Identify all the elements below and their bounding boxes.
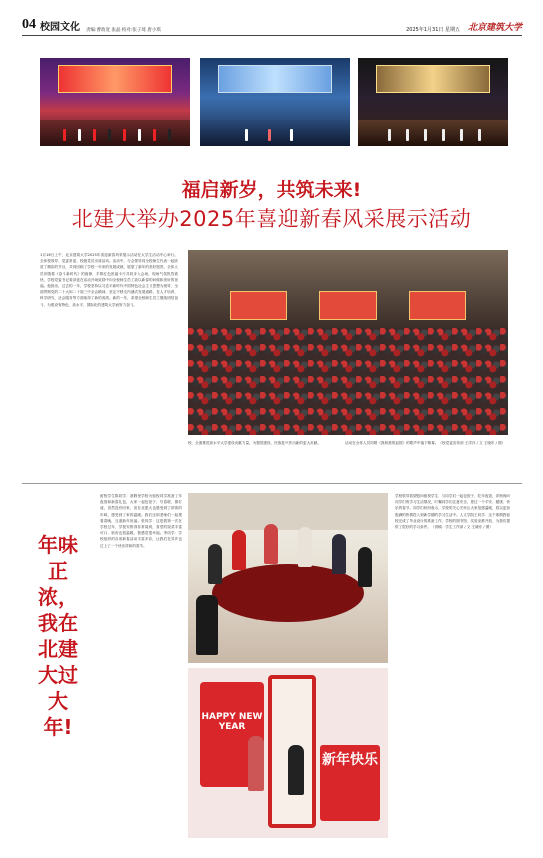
stage-screen bbox=[58, 65, 172, 93]
side-screen-left bbox=[230, 291, 288, 321]
audience-crowd bbox=[188, 328, 508, 435]
page-header bbox=[22, 18, 522, 36]
section-name: 校园文化 bbox=[40, 22, 80, 33]
feature-column-right: 学校领导看望慰问留校学生，与同学们一起包饺子、吃年夜饭，详细询问同学们的学习生活情况，叮嘱同学们注意安全，度过一个平安、健康、快乐的春节。同学们纷纷表示，学校的关心关怀让大家倍感温暖，将以更加饱满的热情投入到新学期的学习生活中。人文学院王同学：这个寒假我留校完成了毕业设计的准备工作，学校的图书馆、实验室都开放，为我们提供了很好的学习条件。（供稿：学生工作部 / 文 王晓东 / 图） bbox=[395, 494, 510, 530]
stage-screen bbox=[376, 65, 490, 93]
new-year-banner: 新年快乐 bbox=[320, 745, 380, 822]
photo-group-dance bbox=[358, 58, 508, 146]
article-column-2: 校、全面推进高水平大学建设贡献力量，为强国建设、民族复兴作出新的更大贡献。 bbox=[188, 441, 321, 445]
masthead: 北京建筑大学 bbox=[467, 23, 522, 33]
page-number: 04 bbox=[22, 17, 36, 32]
happy-new-year-sign: HAPPY NEW YEAR bbox=[200, 682, 264, 787]
center-screen bbox=[319, 291, 377, 321]
headline-sub: 北建大举办2025年喜迎新春风采展示活动 bbox=[71, 207, 472, 231]
photo-new-year-booth bbox=[188, 668, 388, 838]
side-screen-right bbox=[409, 291, 467, 321]
stage-floor bbox=[358, 120, 508, 146]
feature-vertical-title: 年味正浓，我在北建大过大年! bbox=[38, 533, 78, 739]
stage-floor bbox=[200, 120, 350, 146]
headline-main: 福启新岁，共筑未来! bbox=[181, 179, 362, 201]
photo-new-year-dinner bbox=[188, 493, 388, 663]
article-column-1: 1月16日上午，北京建筑大学2025年喜迎新春风采展示活动在大学生活动中心举行。全体校领导、党委常委、校级党员出席活动。活动中，与会领导同全校师生代表一起欣赏了精彩的节目，共同回顾了学校一年来的发展成就，展望了新年的美好愿景。全体人员伴随着《奋斗新时代》的旋律，手捧红色祝福卡片共同步入会场，现场气氛热烈欢快。学校党委书记姜泽廷在活动开场致辞中向全校师生员工致以新春的问候和美好的祝福。他指出，过去的一年，学校坚持以习近平新时代中国特色社会主义思想为指导，全面贯彻党的二十大和二十届三中全会精神，坚定不移走内涵式发展道路，在人才培养、科学研究、社会服务等方面取得了新的成绩。新的一年，希望全校师生员工继续团结奋斗，为建设有特色、高水平、国际化的建筑大学而努力奋斗。 bbox=[40, 253, 178, 307]
photo-performers-on-stage bbox=[40, 58, 190, 146]
photo-audience-hall bbox=[188, 250, 508, 435]
feature-column-left: 留校学生陈同学：寒假里学校为留校同学准备了年夜饭和新春礼包，大家一起包饺子、写春联、猜灯谜，虽然没有回家，但在北建大也感受到了浓浓的年味，感受到了家的温暖。我们还和老师们一起观看春晚，互道新年祝福。张同学：这是我第一次在学校过年，学校安排得非常周到，食堂的饭菜丰富可口，宿舍也很温暖，我感觉很幸福。李同学：学校组织的各项新春活动丰富多彩，让我们在异乡也过上了一个快乐祥和的春节。 bbox=[100, 494, 182, 548]
article-column-3: 活动在全体人员同唱《我和我的祖国》的歌声中落下帷幕。（校党委宣传部 王洋洋 / 文 王晓东 / 图） bbox=[345, 441, 506, 445]
section-divider bbox=[22, 483, 522, 484]
editor-line: 责编:曹政宽 张晶 校对:张子琦 唐小琪 bbox=[86, 28, 161, 33]
stage-screen bbox=[218, 65, 332, 93]
issue-date: 2025年1月31日 星期五 bbox=[406, 27, 460, 33]
photo-dance-performance bbox=[200, 58, 350, 146]
